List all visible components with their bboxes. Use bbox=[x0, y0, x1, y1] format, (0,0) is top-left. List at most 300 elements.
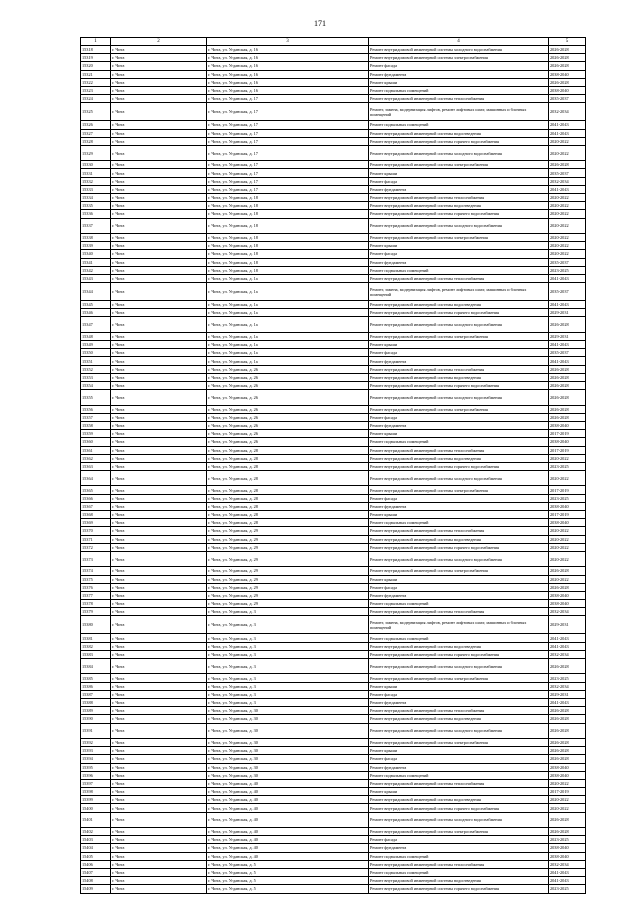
cell-address: г. Чита, ул. Угданская, д. 5 bbox=[207, 885, 369, 893]
cell-row-number: 15394 bbox=[81, 755, 111, 763]
cell-work-type: Ремонт внутридомовой инженерной системы холодного водоснабжения bbox=[369, 46, 549, 54]
cell-period: 2026-2028 bbox=[549, 373, 586, 381]
table-row bbox=[81, 788, 586, 796]
cell-work-type: Ремонт внутридомовой инженерной системы теплоснабжения bbox=[369, 860, 549, 868]
cell-row-number: 15395 bbox=[81, 763, 111, 771]
cell-row-number: 15352 bbox=[81, 365, 111, 373]
cell-period: 2035-2037 bbox=[549, 283, 586, 301]
cell-period: 2041-2043 bbox=[549, 301, 586, 309]
cell-address: г. Чита, ул. Угданская, д. 17 bbox=[207, 177, 369, 185]
table-row bbox=[81, 390, 586, 405]
cell-row-number: 15326 bbox=[81, 121, 111, 129]
cell-work-type: Ремонт подвальных помещений bbox=[369, 868, 549, 876]
cell-row-number: 15332 bbox=[81, 177, 111, 185]
cell-period: 2020-2022 bbox=[549, 233, 586, 241]
cell-period: 2026-2028 bbox=[549, 738, 586, 746]
cell-municipality: г. Чита bbox=[111, 381, 207, 389]
cell-work-type: Ремонт фундамента bbox=[369, 763, 549, 771]
cell-row-number: 15346 bbox=[81, 309, 111, 317]
cell-row-number: 15323 bbox=[81, 86, 111, 94]
table-row bbox=[81, 804, 586, 812]
table-row bbox=[81, 438, 586, 446]
page-number: 171 bbox=[314, 19, 326, 28]
cell-work-type: Ремонт фундамента bbox=[369, 591, 549, 599]
cell-municipality: г. Чита bbox=[111, 357, 207, 365]
cell-row-number: 15375 bbox=[81, 575, 111, 583]
cell-municipality: г. Чита bbox=[111, 877, 207, 885]
cell-row-number: 15319 bbox=[81, 54, 111, 62]
cell-municipality: г. Чита bbox=[111, 779, 207, 787]
table-row bbox=[81, 642, 586, 650]
cell-municipality: г. Чита bbox=[111, 169, 207, 177]
cell-work-type: Ремонт внутридомовой инженерной системы электроснабжения bbox=[369, 674, 549, 682]
table-row bbox=[81, 779, 586, 787]
cell-work-type: Ремонт внутридомовой инженерной системы электроснабжения bbox=[369, 233, 549, 241]
cell-period: 2020-2022 bbox=[549, 471, 586, 486]
cell-municipality: г. Чита bbox=[111, 258, 207, 266]
table-row bbox=[81, 511, 586, 519]
cell-address: г. Чита, ул. Угданская, д. 1а bbox=[207, 283, 369, 301]
cell-row-number: 15393 bbox=[81, 747, 111, 755]
cell-period: 2032-2034 bbox=[549, 650, 586, 658]
cell-work-type: Ремонт фундамента bbox=[369, 421, 549, 429]
cell-period: 2038-2040 bbox=[549, 502, 586, 510]
cell-row-number: 15355 bbox=[81, 390, 111, 405]
cell-work-type: Ремонт внутридомовой инженерной системы горячего водоснабжения bbox=[369, 885, 549, 893]
cell-address: г. Чита, ул. Угданская, д. 26 bbox=[207, 438, 369, 446]
table-row bbox=[81, 738, 586, 746]
cell-address: г. Чита, ул. Угданская, д. 16 bbox=[207, 70, 369, 78]
table-row bbox=[81, 283, 586, 301]
cell-municipality: г. Чита bbox=[111, 567, 207, 575]
cell-address: г. Чита, ул. Угданская, д. 3 bbox=[207, 608, 369, 616]
cell-work-type: Ремонт внутридомовой инженерной системы водоотведения bbox=[369, 301, 549, 309]
table-row bbox=[81, 634, 586, 642]
cell-municipality: г. Чита bbox=[111, 535, 207, 543]
cell-row-number: 15351 bbox=[81, 357, 111, 365]
cell-row-number: 15403 bbox=[81, 836, 111, 844]
table-row bbox=[81, 723, 586, 738]
cell-period: 2038-2040 bbox=[549, 421, 586, 429]
cell-period: 2017-2019 bbox=[549, 788, 586, 796]
cell-row-number: 15407 bbox=[81, 868, 111, 876]
cell-address: г. Чита, ул. Угданская, д. 26 bbox=[207, 405, 369, 413]
cell-municipality: г. Чита bbox=[111, 494, 207, 502]
table-row bbox=[81, 194, 586, 202]
table-row bbox=[81, 868, 586, 876]
table-row bbox=[81, 600, 586, 608]
cell-address: г. Чита, ул. Угданская, д. 26 bbox=[207, 390, 369, 405]
cell-period: 2026-2028 bbox=[549, 723, 586, 738]
table-row bbox=[81, 129, 586, 137]
table-row bbox=[81, 373, 586, 381]
cell-period: 2038-2040 bbox=[549, 86, 586, 94]
cell-work-type: Ремонт внутридомовой инженерной системы горячего водоснабжения bbox=[369, 804, 549, 812]
cell-work-type: Ремонт фасада bbox=[369, 836, 549, 844]
cell-municipality: г. Чита bbox=[111, 828, 207, 836]
cell-period: 2032-2034 bbox=[549, 177, 586, 185]
cell-row-number: 15361 bbox=[81, 446, 111, 454]
cell-work-type: Ремонт подвальных помещений bbox=[369, 519, 549, 527]
cell-period: 2020-2022 bbox=[549, 242, 586, 250]
cell-row-number: 15368 bbox=[81, 511, 111, 519]
cell-municipality: г. Чита bbox=[111, 46, 207, 54]
table-row bbox=[81, 674, 586, 682]
table-row bbox=[81, 177, 586, 185]
cell-address: г. Чита, ул. Угданская, д. 17 bbox=[207, 121, 369, 129]
cell-address: г. Чита, ул. Угданская, д. 1а bbox=[207, 301, 369, 309]
cell-address: г. Чита, ул. Угданская, д. 30 bbox=[207, 738, 369, 746]
cell-row-number: 15404 bbox=[81, 844, 111, 852]
cell-work-type: Ремонт крыши bbox=[369, 575, 549, 583]
table-row bbox=[81, 608, 586, 616]
cell-period: 2017-2019 bbox=[549, 511, 586, 519]
cell-address: г. Чита, ул. Угданская, д. 28 bbox=[207, 511, 369, 519]
cell-work-type: Ремонт внутридомовой инженерной системы холодного водоснабжения bbox=[369, 812, 549, 827]
cell-address: г. Чита, ул. Угданская, д. 16 bbox=[207, 78, 369, 86]
cell-row-number: 15348 bbox=[81, 332, 111, 340]
cell-period: 2020-2022 bbox=[549, 527, 586, 535]
cell-address: г. Чита, ул. Угданская, д. 29 bbox=[207, 543, 369, 551]
cell-period: 2026-2028 bbox=[549, 567, 586, 575]
cell-municipality: г. Чита bbox=[111, 210, 207, 218]
cell-period: 2038-2040 bbox=[549, 771, 586, 779]
cell-period: 2029-2031 bbox=[549, 309, 586, 317]
table-row bbox=[81, 519, 586, 527]
cell-period: 2041-2043 bbox=[549, 341, 586, 349]
cell-work-type: Ремонт внутридомовой инженерной системы водоотведения bbox=[369, 535, 549, 543]
cell-period: 2023-2025 bbox=[549, 885, 586, 893]
cell-row-number: 15379 bbox=[81, 608, 111, 616]
cell-work-type: Ремонт крыши bbox=[369, 242, 549, 250]
cell-period: 2041-2043 bbox=[549, 185, 586, 193]
cell-work-type: Ремонт подвальных помещений bbox=[369, 438, 549, 446]
cell-work-type: Ремонт крыши bbox=[369, 341, 549, 349]
cell-work-type: Ремонт внутридомовой инженерной системы электроснабжения bbox=[369, 738, 549, 746]
table-row bbox=[81, 78, 586, 86]
cell-row-number: 15342 bbox=[81, 266, 111, 274]
cell-address: г. Чита, ул. Угданская, д. 30 bbox=[207, 771, 369, 779]
table-row bbox=[81, 885, 586, 893]
table-row bbox=[81, 62, 586, 70]
cell-municipality: г. Чита bbox=[111, 202, 207, 210]
cell-row-number: 15363 bbox=[81, 462, 111, 470]
cell-period: 2041-2043 bbox=[549, 868, 586, 876]
cell-work-type: Ремонт фундамента bbox=[369, 258, 549, 266]
cell-municipality: г. Чита bbox=[111, 86, 207, 94]
cell-work-type: Ремонт фасада bbox=[369, 583, 549, 591]
cell-period: 2035-2037 bbox=[549, 349, 586, 357]
cell-row-number: 15370 bbox=[81, 527, 111, 535]
table-row bbox=[81, 852, 586, 860]
cell-work-type: Ремонт крыши bbox=[369, 682, 549, 690]
cell-address: г. Чита, ул. Угданская, д. 18 bbox=[207, 202, 369, 210]
cell-work-type: Ремонт внутридомовой инженерной системы электроснабжения bbox=[369, 486, 549, 494]
cell-work-type: Ремонт внутридомовой инженерной системы теплоснабжения bbox=[369, 95, 549, 103]
cell-address: г. Чита, ул. Угданская, д. 29 bbox=[207, 567, 369, 575]
cell-period: 2020-2022 bbox=[549, 454, 586, 462]
cell-municipality: г. Чита bbox=[111, 885, 207, 893]
cell-row-number: 15358 bbox=[81, 421, 111, 429]
cell-address: г. Чита, ул. Угданская, д. 29 bbox=[207, 535, 369, 543]
table-row bbox=[81, 46, 586, 54]
cell-row-number: 15325 bbox=[81, 103, 111, 121]
cell-row-number: 15396 bbox=[81, 771, 111, 779]
cell-row-number: 15383 bbox=[81, 650, 111, 658]
cell-row-number: 15391 bbox=[81, 723, 111, 738]
cell-row-number: 15334 bbox=[81, 194, 111, 202]
cell-work-type: Ремонт внутридомовой инженерной системы холодного водоснабжения bbox=[369, 551, 549, 566]
cell-municipality: г. Чита bbox=[111, 836, 207, 844]
cell-address: г. Чита, ул. Угданская, д. 17 bbox=[207, 129, 369, 137]
cell-period: 2038-2040 bbox=[549, 844, 586, 852]
cell-row-number: 15329 bbox=[81, 145, 111, 160]
table-row bbox=[81, 836, 586, 844]
cell-municipality: г. Чита bbox=[111, 283, 207, 301]
table-row bbox=[81, 690, 586, 698]
cell-period: 2020-2022 bbox=[549, 543, 586, 551]
cell-row-number: 15328 bbox=[81, 137, 111, 145]
cell-municipality: г. Чита bbox=[111, 185, 207, 193]
table-row bbox=[81, 877, 586, 885]
cell-address: г. Чита, ул. Угданская, д. 18 bbox=[207, 242, 369, 250]
cell-municipality: г. Чита bbox=[111, 332, 207, 340]
table-row bbox=[81, 421, 586, 429]
table-row bbox=[81, 715, 586, 723]
cell-work-type: Ремонт, замена, модернизация лифтов, ремонт лифтовых шахт, машинных и блочных помещений bbox=[369, 283, 549, 301]
cell-municipality: г. Чита bbox=[111, 755, 207, 763]
cell-municipality: г. Чита bbox=[111, 430, 207, 438]
cell-work-type: Ремонт крыши bbox=[369, 169, 549, 177]
cell-address: г. Чита, ул. Угданская, д. 5 bbox=[207, 860, 369, 868]
cell-address: г. Чита, ул. Угданская, д. 40 bbox=[207, 796, 369, 804]
table-row bbox=[81, 54, 586, 62]
cell-row-number: 15380 bbox=[81, 616, 111, 634]
cell-municipality: г. Чита bbox=[111, 103, 207, 121]
cell-address: г. Чита, ул. Угданская, д. 17 bbox=[207, 145, 369, 160]
table-row bbox=[81, 242, 586, 250]
table-row bbox=[81, 349, 586, 357]
cell-row-number: 15359 bbox=[81, 430, 111, 438]
table-row bbox=[81, 551, 586, 566]
column-header: 3 bbox=[207, 38, 369, 46]
cell-work-type: Ремонт внутридомовой инженерной системы горячего водоснабжения bbox=[369, 137, 549, 145]
cell-address: г. Чита, ул. Угданская, д. 28 bbox=[207, 446, 369, 454]
table-row bbox=[81, 121, 586, 129]
cell-period: 2020-2022 bbox=[549, 779, 586, 787]
cell-municipality: г. Чита bbox=[111, 698, 207, 706]
table-row bbox=[81, 218, 586, 233]
cell-address: г. Чита, ул. Угданская, д. 28 bbox=[207, 486, 369, 494]
cell-row-number: 15409 bbox=[81, 885, 111, 893]
cell-period: 2026-2028 bbox=[549, 755, 586, 763]
cell-address: г. Чита, ул. Угданская, д. 1а bbox=[207, 274, 369, 282]
cell-work-type: Ремонт фасада bbox=[369, 250, 549, 258]
cell-municipality: г. Чита bbox=[111, 95, 207, 103]
cell-row-number: 15340 bbox=[81, 250, 111, 258]
cell-period: 2026-2028 bbox=[549, 747, 586, 755]
cell-row-number: 15339 bbox=[81, 242, 111, 250]
cell-municipality: г. Чита bbox=[111, 62, 207, 70]
cell-address: г. Чита, ул. Угданская, д. 17 bbox=[207, 185, 369, 193]
cell-row-number: 15402 bbox=[81, 828, 111, 836]
table-row bbox=[81, 202, 586, 210]
cell-municipality: г. Чита bbox=[111, 309, 207, 317]
cell-address: г. Чита, ул. Угданская, д. 3 bbox=[207, 642, 369, 650]
cell-row-number: 15397 bbox=[81, 779, 111, 787]
table-row bbox=[81, 405, 586, 413]
cell-address: г. Чита, ул. Угданская, д. 1а bbox=[207, 349, 369, 357]
cell-municipality: г. Чита bbox=[111, 747, 207, 755]
cell-period: 2023-2025 bbox=[549, 494, 586, 502]
table-row bbox=[81, 471, 586, 486]
cell-work-type: Ремонт подвальных помещений bbox=[369, 771, 549, 779]
cell-period: 2020-2022 bbox=[549, 202, 586, 210]
table-row bbox=[81, 365, 586, 373]
cell-address: г. Чита, ул. Угданская, д. 40 bbox=[207, 836, 369, 844]
cell-municipality: г. Чита bbox=[111, 763, 207, 771]
cell-work-type: Ремонт фасада bbox=[369, 349, 549, 357]
cell-period: 2026-2028 bbox=[549, 78, 586, 86]
cell-period: 2038-2040 bbox=[549, 438, 586, 446]
cell-work-type: Ремонт фасада bbox=[369, 413, 549, 421]
table-row bbox=[81, 698, 586, 706]
table-row bbox=[81, 137, 586, 145]
table-row bbox=[81, 258, 586, 266]
cell-row-number: 15331 bbox=[81, 169, 111, 177]
cell-period: 2026-2028 bbox=[549, 583, 586, 591]
table-row bbox=[81, 828, 586, 836]
cell-row-number: 15356 bbox=[81, 405, 111, 413]
cell-municipality: г. Чита bbox=[111, 349, 207, 357]
cell-work-type: Ремонт внутридомовой инженерной системы холодного водоснабжения bbox=[369, 145, 549, 160]
cell-municipality: г. Чита bbox=[111, 341, 207, 349]
cell-municipality: г. Чита bbox=[111, 575, 207, 583]
cell-address: г. Чита, ул. Угданская, д. 3 bbox=[207, 674, 369, 682]
cell-municipality: г. Чита bbox=[111, 682, 207, 690]
cell-municipality: г. Чита bbox=[111, 462, 207, 470]
cell-period: 2020-2022 bbox=[549, 218, 586, 233]
cell-address: г. Чита, ул. Угданская, д. 1а bbox=[207, 317, 369, 332]
table-row bbox=[81, 185, 586, 193]
cell-period: 2026-2028 bbox=[549, 62, 586, 70]
cell-row-number: 15366 bbox=[81, 494, 111, 502]
cell-period: 2038-2040 bbox=[549, 519, 586, 527]
cell-municipality: г. Чита bbox=[111, 551, 207, 566]
cell-work-type: Ремонт внутридомовой инженерной системы теплоснабжения bbox=[369, 194, 549, 202]
cell-municipality: г. Чита bbox=[111, 788, 207, 796]
cell-row-number: 15386 bbox=[81, 682, 111, 690]
cell-period: 2041-2043 bbox=[549, 121, 586, 129]
column-header: 2 bbox=[111, 38, 207, 46]
cell-row-number: 15324 bbox=[81, 95, 111, 103]
cell-work-type: Ремонт внутридомовой инженерной системы горячего водоснабжения bbox=[369, 650, 549, 658]
cell-address: г. Чита, ул. Угданская, д. 28 bbox=[207, 454, 369, 462]
cell-address: г. Чита, ул. Угданская, д. 30 bbox=[207, 715, 369, 723]
cell-period: 2032-2034 bbox=[549, 860, 586, 868]
cell-address: г. Чита, ул. Угданская, д. 30 bbox=[207, 747, 369, 755]
cell-period: 2038-2040 bbox=[549, 600, 586, 608]
cell-work-type: Ремонт внутридомовой инженерной системы горячего водоснабжения bbox=[369, 462, 549, 470]
table-row bbox=[81, 650, 586, 658]
cell-address: г. Чита, ул. Угданская, д. 40 bbox=[207, 828, 369, 836]
cell-municipality: г. Чита bbox=[111, 868, 207, 876]
cell-work-type: Ремонт крыши bbox=[369, 788, 549, 796]
cell-period: 2026-2028 bbox=[549, 381, 586, 389]
cell-row-number: 15318 bbox=[81, 46, 111, 54]
cell-municipality: г. Чита bbox=[111, 405, 207, 413]
cell-municipality: г. Чита bbox=[111, 121, 207, 129]
cell-period: 2041-2043 bbox=[549, 129, 586, 137]
cell-work-type: Ремонт фундамента bbox=[369, 502, 549, 510]
cell-period: 2026-2028 bbox=[549, 715, 586, 723]
cell-municipality: г. Чита bbox=[111, 650, 207, 658]
cell-work-type: Ремонт подвальных помещений bbox=[369, 121, 549, 129]
cell-row-number: 15321 bbox=[81, 70, 111, 78]
table-row bbox=[81, 659, 586, 674]
cell-municipality: г. Чита bbox=[111, 454, 207, 462]
cell-address: г. Чита, ул. Угданская, д. 29 bbox=[207, 583, 369, 591]
cell-address: г. Чита, ул. Угданская, д. 18 bbox=[207, 233, 369, 241]
cell-row-number: 15377 bbox=[81, 591, 111, 599]
table-row bbox=[81, 250, 586, 258]
cell-row-number: 15372 bbox=[81, 543, 111, 551]
cell-row-number: 15344 bbox=[81, 283, 111, 301]
cell-work-type: Ремонт, замена, модернизация лифтов, ремонт лифтовых шахт, машинных и блочных помещений bbox=[369, 103, 549, 121]
table-row bbox=[81, 430, 586, 438]
cell-period: 2029-2031 bbox=[549, 690, 586, 698]
cell-work-type: Ремонт, замена, модернизация лифтов, ремонт лифтовых шахт, машинных и блочных помещений bbox=[369, 616, 549, 634]
table-row bbox=[81, 145, 586, 160]
cell-work-type: Ремонт крыши bbox=[369, 78, 549, 86]
cell-row-number: 15353 bbox=[81, 373, 111, 381]
cell-row-number: 15343 bbox=[81, 274, 111, 282]
table-row bbox=[81, 95, 586, 103]
table-row bbox=[81, 591, 586, 599]
table-row bbox=[81, 755, 586, 763]
cell-row-number: 15405 bbox=[81, 852, 111, 860]
cell-row-number: 15399 bbox=[81, 796, 111, 804]
cell-work-type: Ремонт внутридомовой инженерной системы холодного водоснабжения bbox=[369, 317, 549, 332]
cell-row-number: 15376 bbox=[81, 583, 111, 591]
cell-municipality: г. Чита bbox=[111, 438, 207, 446]
table-row bbox=[81, 70, 586, 78]
cell-address: г. Чита, ул. Угданская, д. 18 bbox=[207, 258, 369, 266]
cell-address: г. Чита, ул. Угданская, д. 16 bbox=[207, 86, 369, 94]
cell-address: г. Чита, ул. Угданская, д. 18 bbox=[207, 218, 369, 233]
cell-work-type: Ремонт внутридомовой инженерной системы электроснабжения bbox=[369, 161, 549, 169]
cell-work-type: Ремонт крыши bbox=[369, 511, 549, 519]
cell-period: 2026-2028 bbox=[549, 161, 586, 169]
cell-address: г. Чита, ул. Угданская, д. 18 bbox=[207, 210, 369, 218]
cell-period: 2038-2040 bbox=[549, 763, 586, 771]
table-row bbox=[81, 812, 586, 827]
cell-row-number: 15400 bbox=[81, 804, 111, 812]
cell-address: г. Чита, ул. Угданская, д. 29 bbox=[207, 591, 369, 599]
cell-period: 2032-2034 bbox=[549, 608, 586, 616]
table-row bbox=[81, 747, 586, 755]
cell-work-type: Ремонт внутридомовой инженерной системы горячего водоснабжения bbox=[369, 543, 549, 551]
cell-period: 2017-2019 bbox=[549, 430, 586, 438]
cell-address: г. Чита, ул. Угданская, д. 28 bbox=[207, 519, 369, 527]
cell-work-type: Ремонт внутридомовой инженерной системы водоотведения bbox=[369, 796, 549, 804]
cell-municipality: г. Чита bbox=[111, 502, 207, 510]
table-row bbox=[81, 86, 586, 94]
cell-row-number: 15384 bbox=[81, 659, 111, 674]
cell-municipality: г. Чита bbox=[111, 844, 207, 852]
cell-period: 2026-2028 bbox=[549, 405, 586, 413]
cell-address: г. Чита, ул. Угданская, д. 40 bbox=[207, 844, 369, 852]
